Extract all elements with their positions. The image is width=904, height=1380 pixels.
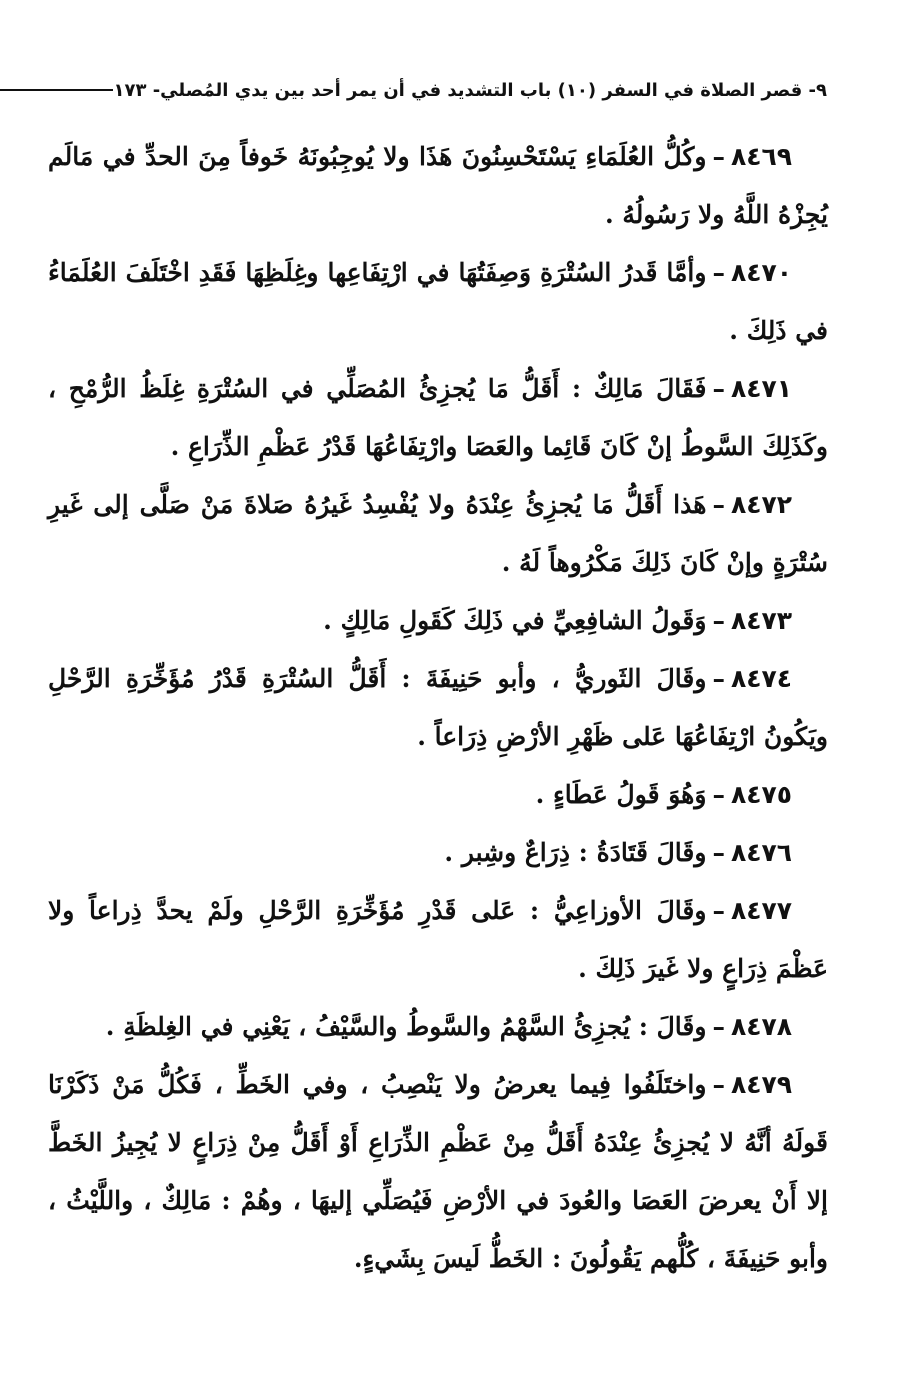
paragraph-dash: – [712,606,725,635]
paragraph-number: ٨٤٧٨ [730,1012,792,1041]
paragraph-number: ٨٤٧٩ [730,1070,792,1099]
paragraph-text: وكُلُّ العُلَمَاءِ يَسْتَحْسِنُونَ هَذَا ولا يُوجِبُونَهُ خَوفاً مِنَ الحدِّ في مَالَم يُجِزْهُ اللَّهُ ولا رَسُولُهُ . [48,142,828,229]
paragraph-text: واختَلَفُوا فِيما يعرضُ ولا يَنْصِبُ ، وفي الخَطِّ ، فَكُلُّ مَنْ ذَكَرْنَا قَولَهُ أنَّهُ لا يُجزِئُ عِنْدَهُ أَقَلُّ مِنْ عَظْمِ الذِّرَاعِ أَوْ أَقَلُّ مِنْ ذِرَاعٍ لا يُجِيزُ الخَطَّ إلا أَنْ يعرضَ العَصَا والعُودَ في الأرْضِ فَيُصَلِّي إليهَا ، وهُمْ : مَالِكٌ ، واللَّيْثُ ، وأبو حَنِيفَةَ ، كُلُّهم يَقُولُونَ : الخَطُّ لَيسَ بِشَيءٍ. [48,1070,828,1273]
paragraph [48,998,828,1056]
header-rule [0,89,113,91]
paragraph-text: وَهُوَ قَولُ عَطَاءٍ . [535,780,707,809]
paragraph [48,360,828,476]
paragraph-dash: – [712,142,725,171]
paragraph-dash: – [712,374,725,403]
paragraph-number: ٨٤٧٤ [730,664,792,693]
paragraph [48,1056,828,1288]
paragraph-number: ٨٤٧٣ [730,606,792,635]
paragraph-text: وقَالَ قَتَادَةُ : ذِرَاعٌ وشِبر . [444,838,707,867]
paragraph-dash: – [712,664,725,693]
paragraph-text: هَذا أَقَلُّ مَا يُجزِئُ عِنْدَهُ ولا يُفْسِدُ غَيرُهُ صَلاةَ مَنْ صَلَّى إلى غَيرِ سُتْرَةٍ وإنْ كَانَ ذَلِكَ مَكْرُوهاً لَهُ . [48,490,828,577]
running-header [62,70,827,110]
paragraph-number: ٨٤٧٠ [730,258,792,287]
paragraph-text: وقَالَ : يُجزِئُ السَّهْمُ والسَّوطُ والسَّيْفُ ، يَعْنِي في الغِلظَةِ . [105,1012,707,1041]
paragraph [48,244,828,360]
paragraph-number: ٨٤٦٩ [730,142,792,171]
paragraph [48,592,828,650]
paragraph-text: وَقَولُ الشافِعِيِّ في ذَلِكَ كَقَولِ مَالِكٍ . [323,606,707,635]
header-text: ٩- قصر الصلاة في السفر (١٠) باب التشديد في أن يمر أحد بين يدي المُصلي- ١٧٣ [113,79,827,101]
paragraph-dash: – [712,838,725,867]
paragraph-dash: – [712,490,725,519]
paragraph-number: ٨٤٧٢ [730,490,792,519]
paragraph [48,824,828,882]
paragraph-dash: – [712,258,725,287]
paragraph-text: وقَالَ الثَوريُّ ، وأبو حَنِيفَةَ : أَقَلُّ السُتْرَةِ قَدْرُ مُؤَخِّرَةِ الرَّحْلِ ويَكُونُ ارْتِفَاعُهَا عَلى ظَهْرِ الأرْضِ ذِرَاعاً . [48,664,828,751]
paragraph [48,650,828,766]
paragraph-text: فَقَالَ مَالِكٌ : أَقَلُّ مَا يُجزِئُ المُصَلِّي في السُتْرَةِ غِلَظُ الرُّمْحِ ، وكَذَلِكَ السَّوطُ إنْ كَانَ قَائِما والعَصَا وارْتِفَاعُهَا قَدْرُ عَظْمِ الذِّرَاعِ . [48,374,828,461]
paragraph-text: وقَالَ الأوزاعِيُّ : عَلى قَدْرِ مُؤَخِّرَةِ الرَّحْلِ ولَمْ يحدَّ ذِراعاً ولا عَظْمَ ذِرَاعٍ ولا غَيرَ ذَلِكَ . [48,896,828,983]
paragraph-number: ٨٤٧٥ [730,780,792,809]
paragraph-dash: – [712,780,725,809]
paragraph-dash: – [712,1012,725,1041]
paragraph-dash: – [712,1070,725,1099]
paragraph [48,882,828,998]
paragraph-text: وأمَّا قَدرُ السُتْرَةِ وَصِفَتُهَا في ارْتِفَاعِها وغِلَظِهَا فَقَدِ اخْتَلَفَ العُلَمَاءُ في ذَلِكَ . [48,258,828,345]
page-body [48,128,828,1288]
paragraph [48,128,828,244]
paragraph-number: ٨٤٧٧ [730,896,792,925]
paragraph-number: ٨٤٧١ [730,374,792,403]
paragraph-number: ٨٤٧٦ [730,838,792,867]
paragraph [48,766,828,824]
paragraph-dash: – [712,896,725,925]
paragraph [48,476,828,592]
